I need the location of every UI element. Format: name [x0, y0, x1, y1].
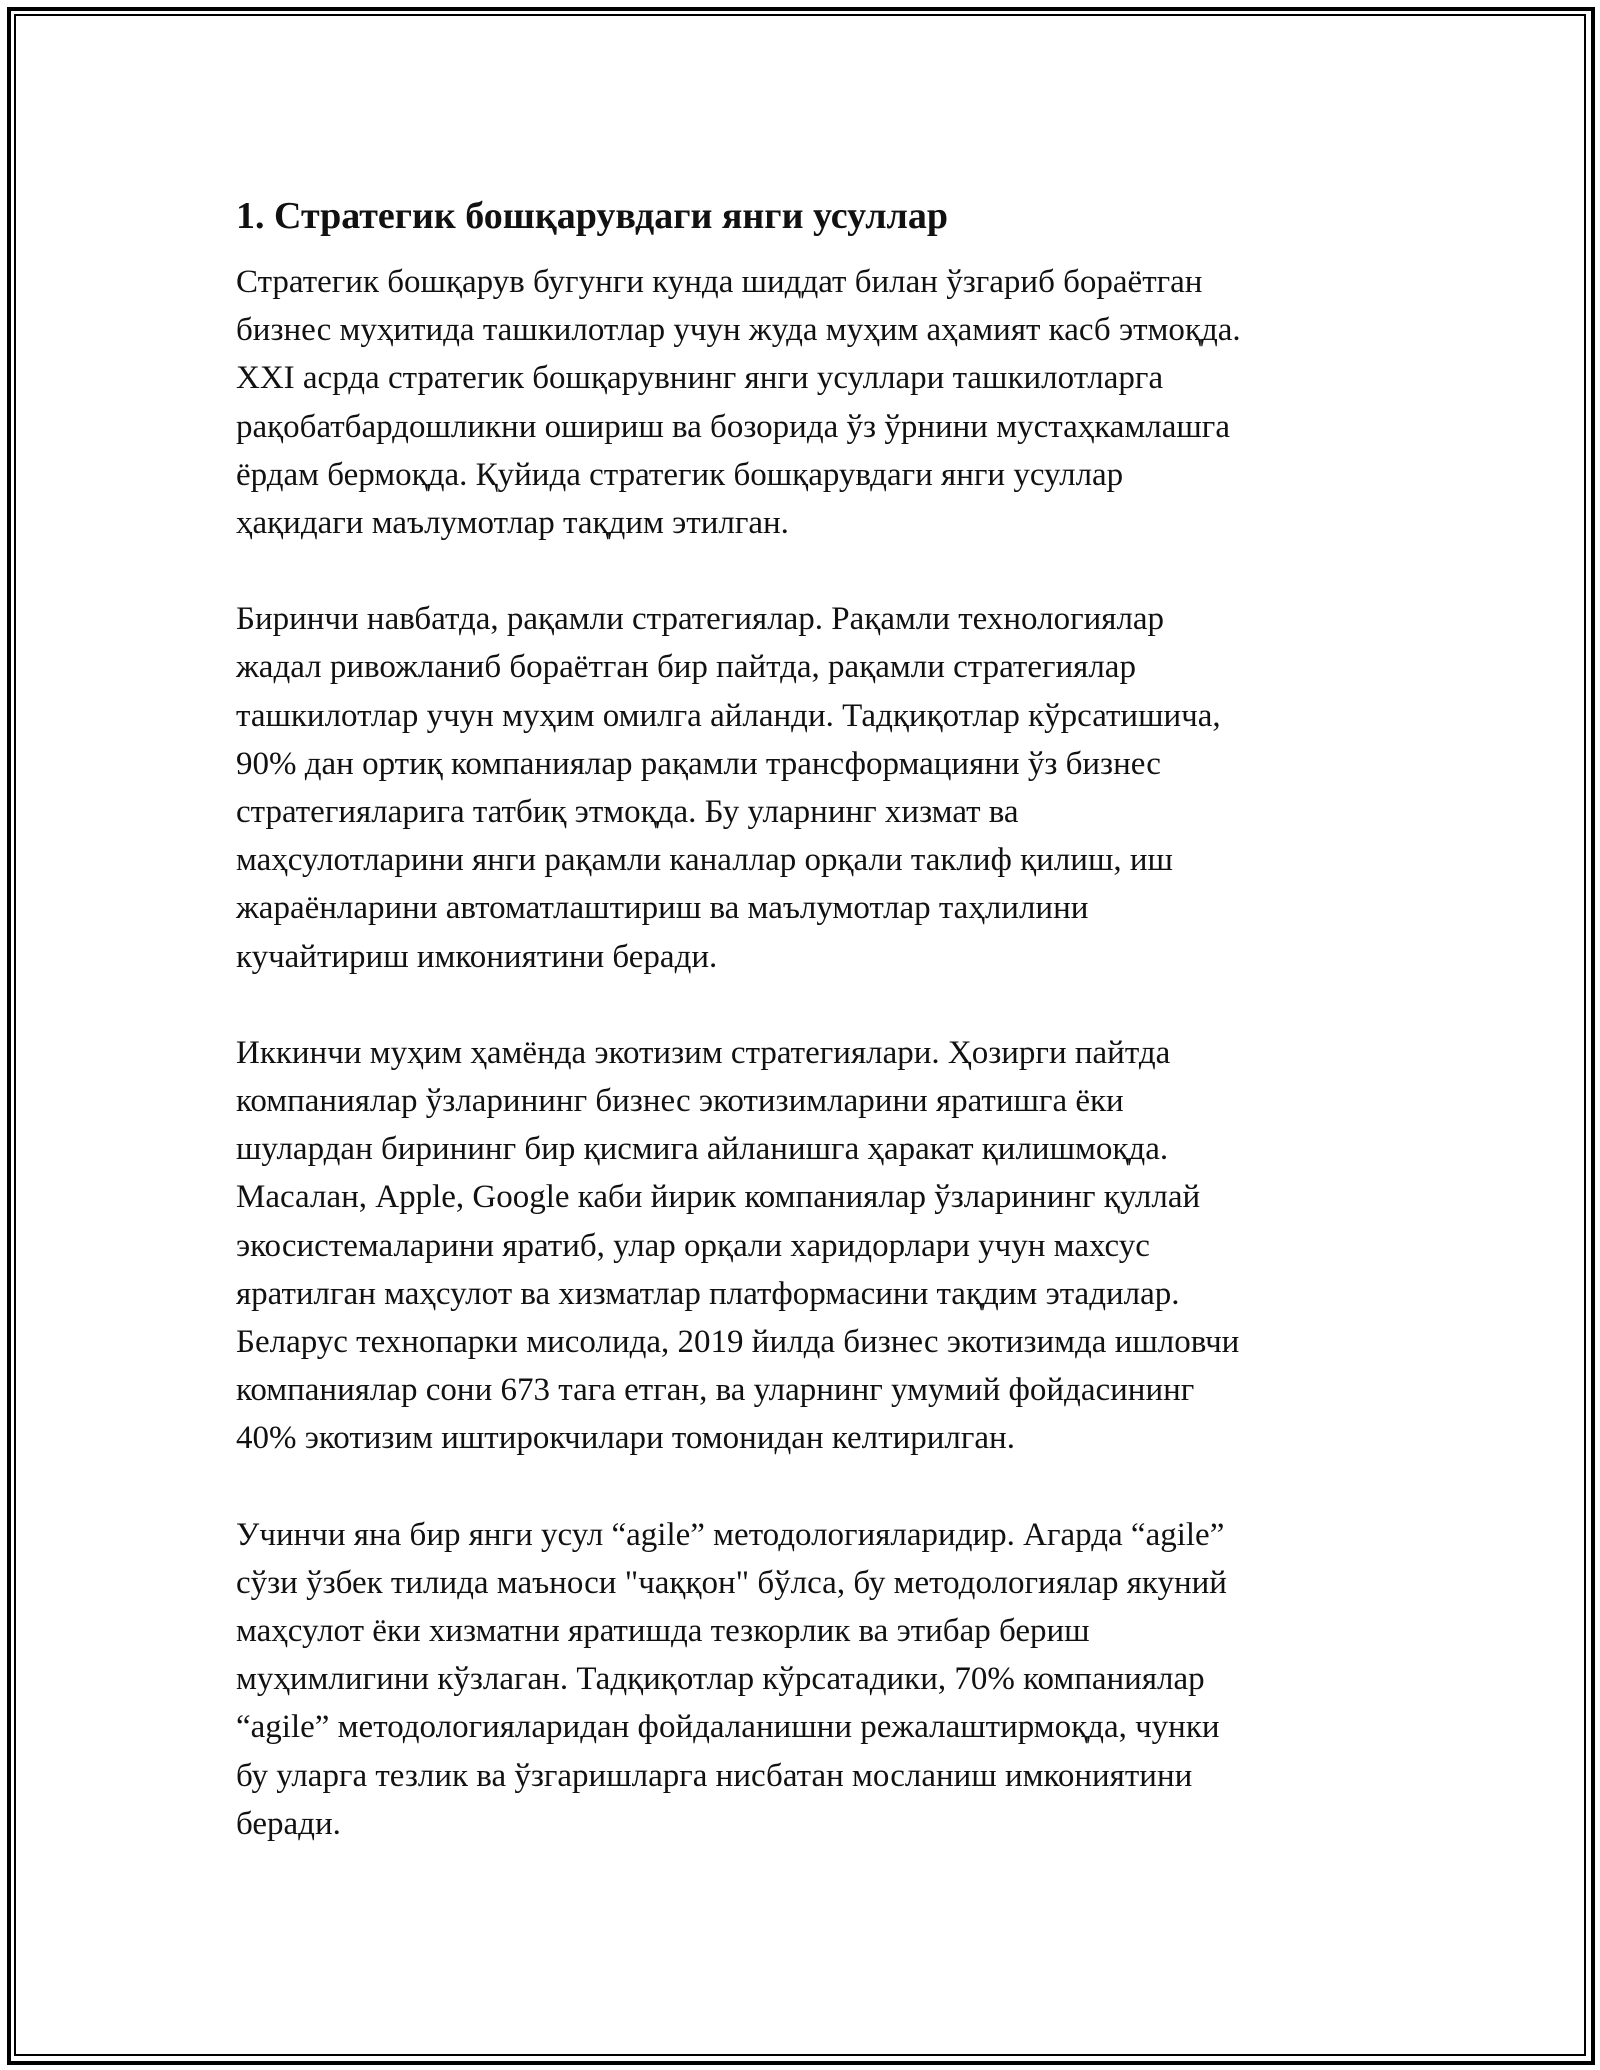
paragraph-ecosystem-strategies: Иккинчи муҳим ҳамёнда экотизим стратегиялари. Ҳозирги пайтда компаниялар ўзларининг бизнес экотизимларини яратишга ёки шулардан бирининг бир қисмига айланишга ҳаракат қилишмоқда. Масалан, Apple, Google каби йирик компаниялар ўзларининг қуллай экосистемаларини яратиб, улар орқали харидорлари учун махсус яратилган маҳсулот ва хизматлар платформасини тақдим этадилар. Беларус технопарки мисолида, 2019 йилда бизнес экотизимда ишловчи компаниялар сони 673 тага етган, ва уларнинг умумий фойдасининг 40% экотизим иштирокчилари томонидан келтирилган. — [236, 1034, 1240, 1457]
document-body — [236, 188, 1376, 1896]
paragraph-intro: Стратегик бошқарув бугунги кунда шиддат билан ўзгариб бораётган бизнес муҳитида ташкилотлар учун жуда муҳим аҳамият касб этмоқда. XXI асрда стратегик бошқарувнинг янги усуллари ташкилотларга рақобатбардошликни ошириш ва бозорида ўз ўрнини мустаҳкамлашга ёрдам бермоқда. Қуйида стратегик бошқарувдаги янги усуллар ҳақидаги маълумотлар тақдим этилган. — [236, 264, 1241, 542]
paragraph-agile-methodologies: Учинчи яна бир янги усул “agile” методологияларидир. Агарда “agile” сўзи ўзбек тилида маъноси "чаққон" бўлса, бу методологиялар якуний маҳсулот ёки хизматни яратишда тезкорлик ва этибар бериш муҳимлигини кўзлаган. Тадқиқотлар кўрсатадики, 70% компаниялар “agile” методологияларидан фойдаланишни режалаштирмоқда, чунки бу уларга тезлик ва ўзгаришларга нисбатан мосланиш имкониятини беради. — [236, 1516, 1227, 1842]
paragraph-digital-strategies: Биринчи навбатда, рақамли стратегиялар. Рақамли технологиялар жадал ривожланиб бораётган бир пайтда, рақамли стратегиялар ташкилотлар учун муҳим омилга айланди. Тадқиқотлар кўрсатишича, 90% дан ортиқ компаниялар рақамли трансформацияни ўз бизнес стратегияларига татбиқ этмоқда. Бу уларнинг хизмат ва маҳсулотларини янги рақамли каналлар орқали таклиф қилиш, иш жараёнларини автоматлаштириш ва маълумотлар таҳлилини кучайтириш имкониятини беради. — [236, 601, 1221, 975]
document-title: 1. Стратегик бошқарувдаги янги усуллар — [236, 195, 948, 237]
